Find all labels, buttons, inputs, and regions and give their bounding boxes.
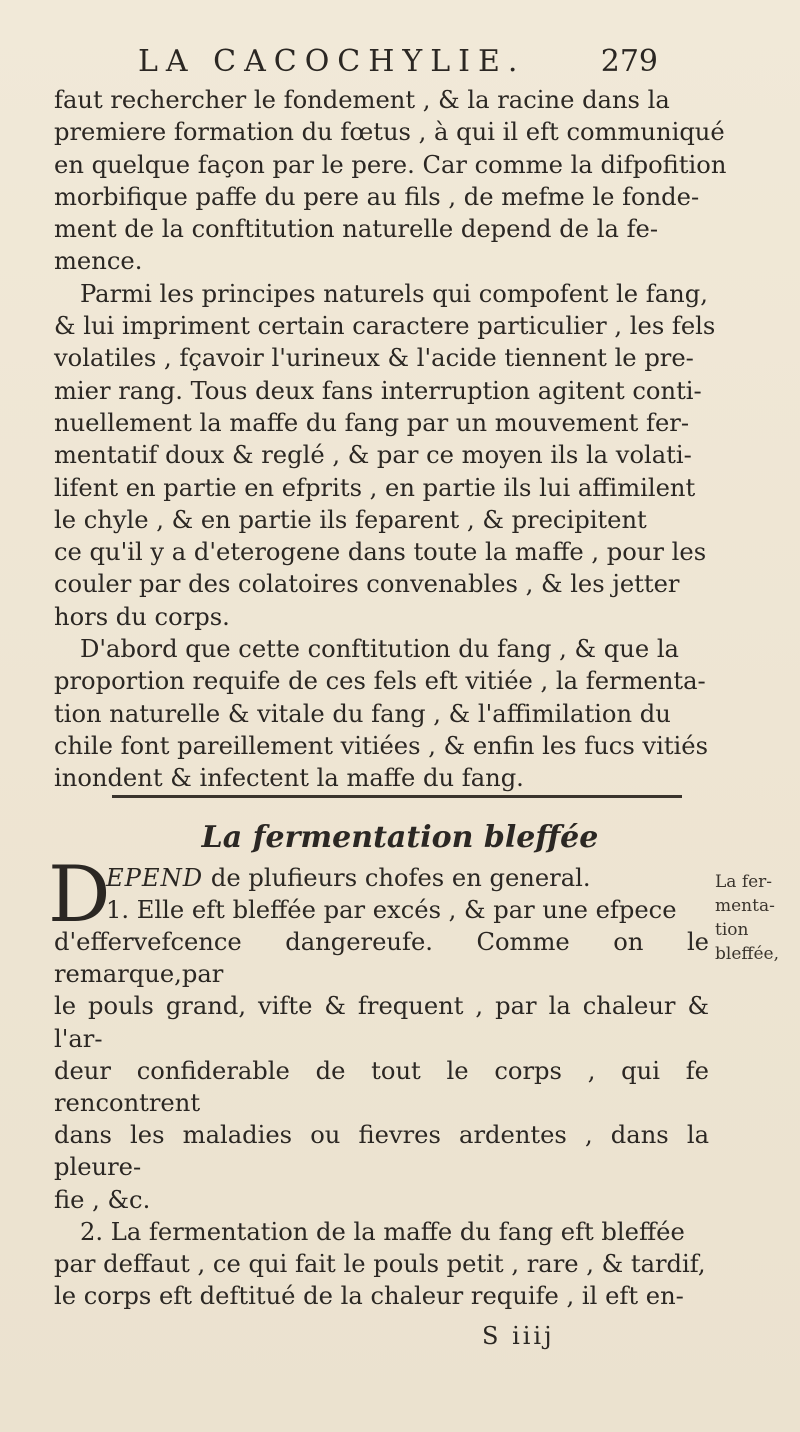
line-1-rest: de plufieurs chofes en general. (210, 864, 591, 892)
page-number: 279 (600, 44, 658, 79)
section-divider (112, 795, 682, 798)
paragraph-2: Parmi les principes naturels qui compofent le fang, & lui impriment certain caractere particulier , les fels volatiles , fçavoir l'urineux & l'acide tiennent le pre- mier rang. Tous deux fans interruption agitent conti- nuellement la maffe du fang par un mouvement fer- mentatif doux & reglé , & par ce moyen ils la volati- lifent en partie en efprits , en partie ils lui affimilent le chyle , & en partie ils feparent , & precipitent ce qu'il y a d'eterogene dans toute la maffe , pour les couler par des colatoires convenables , & les jetter hors du corps. (54, 279, 716, 631)
first-word: EPEND (106, 864, 204, 892)
section-item-2: 2. La fermentation de la maffe du fang eft bleffée par deffaut , ce qui fait le pouls petit , rare , & tardif, le corps eft deftitué de la chaleur requife , il eft en- (54, 1217, 706, 1311)
section-title: La fermentation bleffée (201, 820, 599, 855)
marginal-note: La fer- menta- tion bleffée, (715, 872, 779, 964)
section-continuation: d'effervefcence dangereufe. Comme on le remarque,par le pouls grand, vifte & frequent , par la chaleur & l'ar- deur confiderable de tout le corps , qui fe rencontrent dans les maladies ou fievres ardentes , dans la pleure- fie , &c. (54, 928, 709, 1214)
dropcap-line-1 (106, 862, 591, 894)
paragraph-3: D'abord que cette conftitution du fang , & que la proportion requife de ces fels eft vitiée , la fermenta- tion naturelle & vitale du fang , & l'affimilation du chile font pareillement vitiées , & enfin les fucs vitiés inondent & infectent la maffe du fang. (54, 635, 709, 793)
body-text (54, 84, 744, 795)
signature-mark: S iiij (482, 1322, 555, 1350)
section-body (48, 850, 709, 1312)
drop-cap: D (48, 850, 111, 940)
dropcap-block (48, 850, 709, 940)
paragraph-1: faut rechercher le fondement , & la racine dans la premiere formation du fœtus , à qui il eft communiqué en quelque façon par le pere. Car comme la difpofition morbifique paffe du pere au fils , de mefme le fonde- ment de la conftitution naturelle depend de la fe- mence. (54, 86, 727, 276)
dropcap-line-2: 1. Elle eft bleffée par excés , & par une efpece (106, 896, 677, 924)
page-header (138, 44, 658, 84)
running-head: LA CACOCHYLIE. (138, 44, 526, 79)
